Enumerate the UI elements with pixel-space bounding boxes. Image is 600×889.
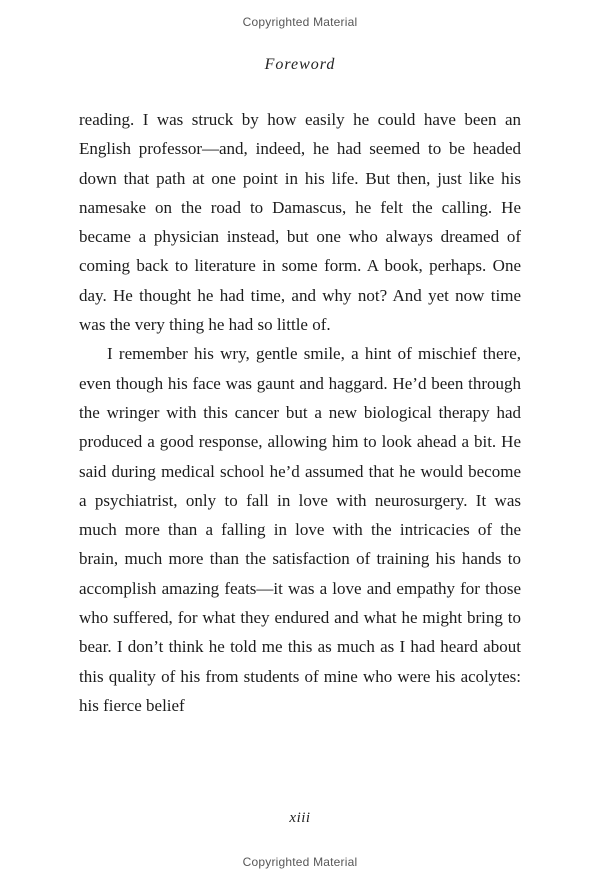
chapter-heading: Foreword [264, 56, 336, 73]
copyright-watermark-bottom: Copyrighted Material [242, 855, 358, 869]
body-paragraph: I remember his wry, gentle smile, a hint of mischief there, even though his face was gaunt and haggard. He’d been through the wringer with this cancer but a new biological therapy had produced a good response, allowing him to look ahead a bit. He said during medical school he’d assumed that he would become a psychiatrist, only to fall in love with neurosurgery. It was much more than a falling in love with the intricacies of the brain, much more than the satisfaction of training his hands to accomplish amazing feats—it was a love and empathy for those who suffered, for what they endured and what he might bring to bear. I don’t think he told me this as much as I had heard about this quality of his from students of mine who were his acolytes: his fierce belief [79, 344, 521, 715]
copyright-watermark-top: Copyrighted Material [242, 15, 358, 29]
page-body [0, 105, 600, 720]
body-paragraph: reading. I was struck by how easily he could have been an English professor—and, indeed, he had seemed to be headed down that path at one point in his life. But then, just like his namesake on the road to Damascus, he felt the calling. He became a physician instead, but one who always dreamed of coming back to literature in some form. A book, perhaps. One day. He thought he had time, and why not? And yet now time was the very thing he had so little of. [79, 110, 521, 335]
page-number: xiii [289, 810, 311, 826]
